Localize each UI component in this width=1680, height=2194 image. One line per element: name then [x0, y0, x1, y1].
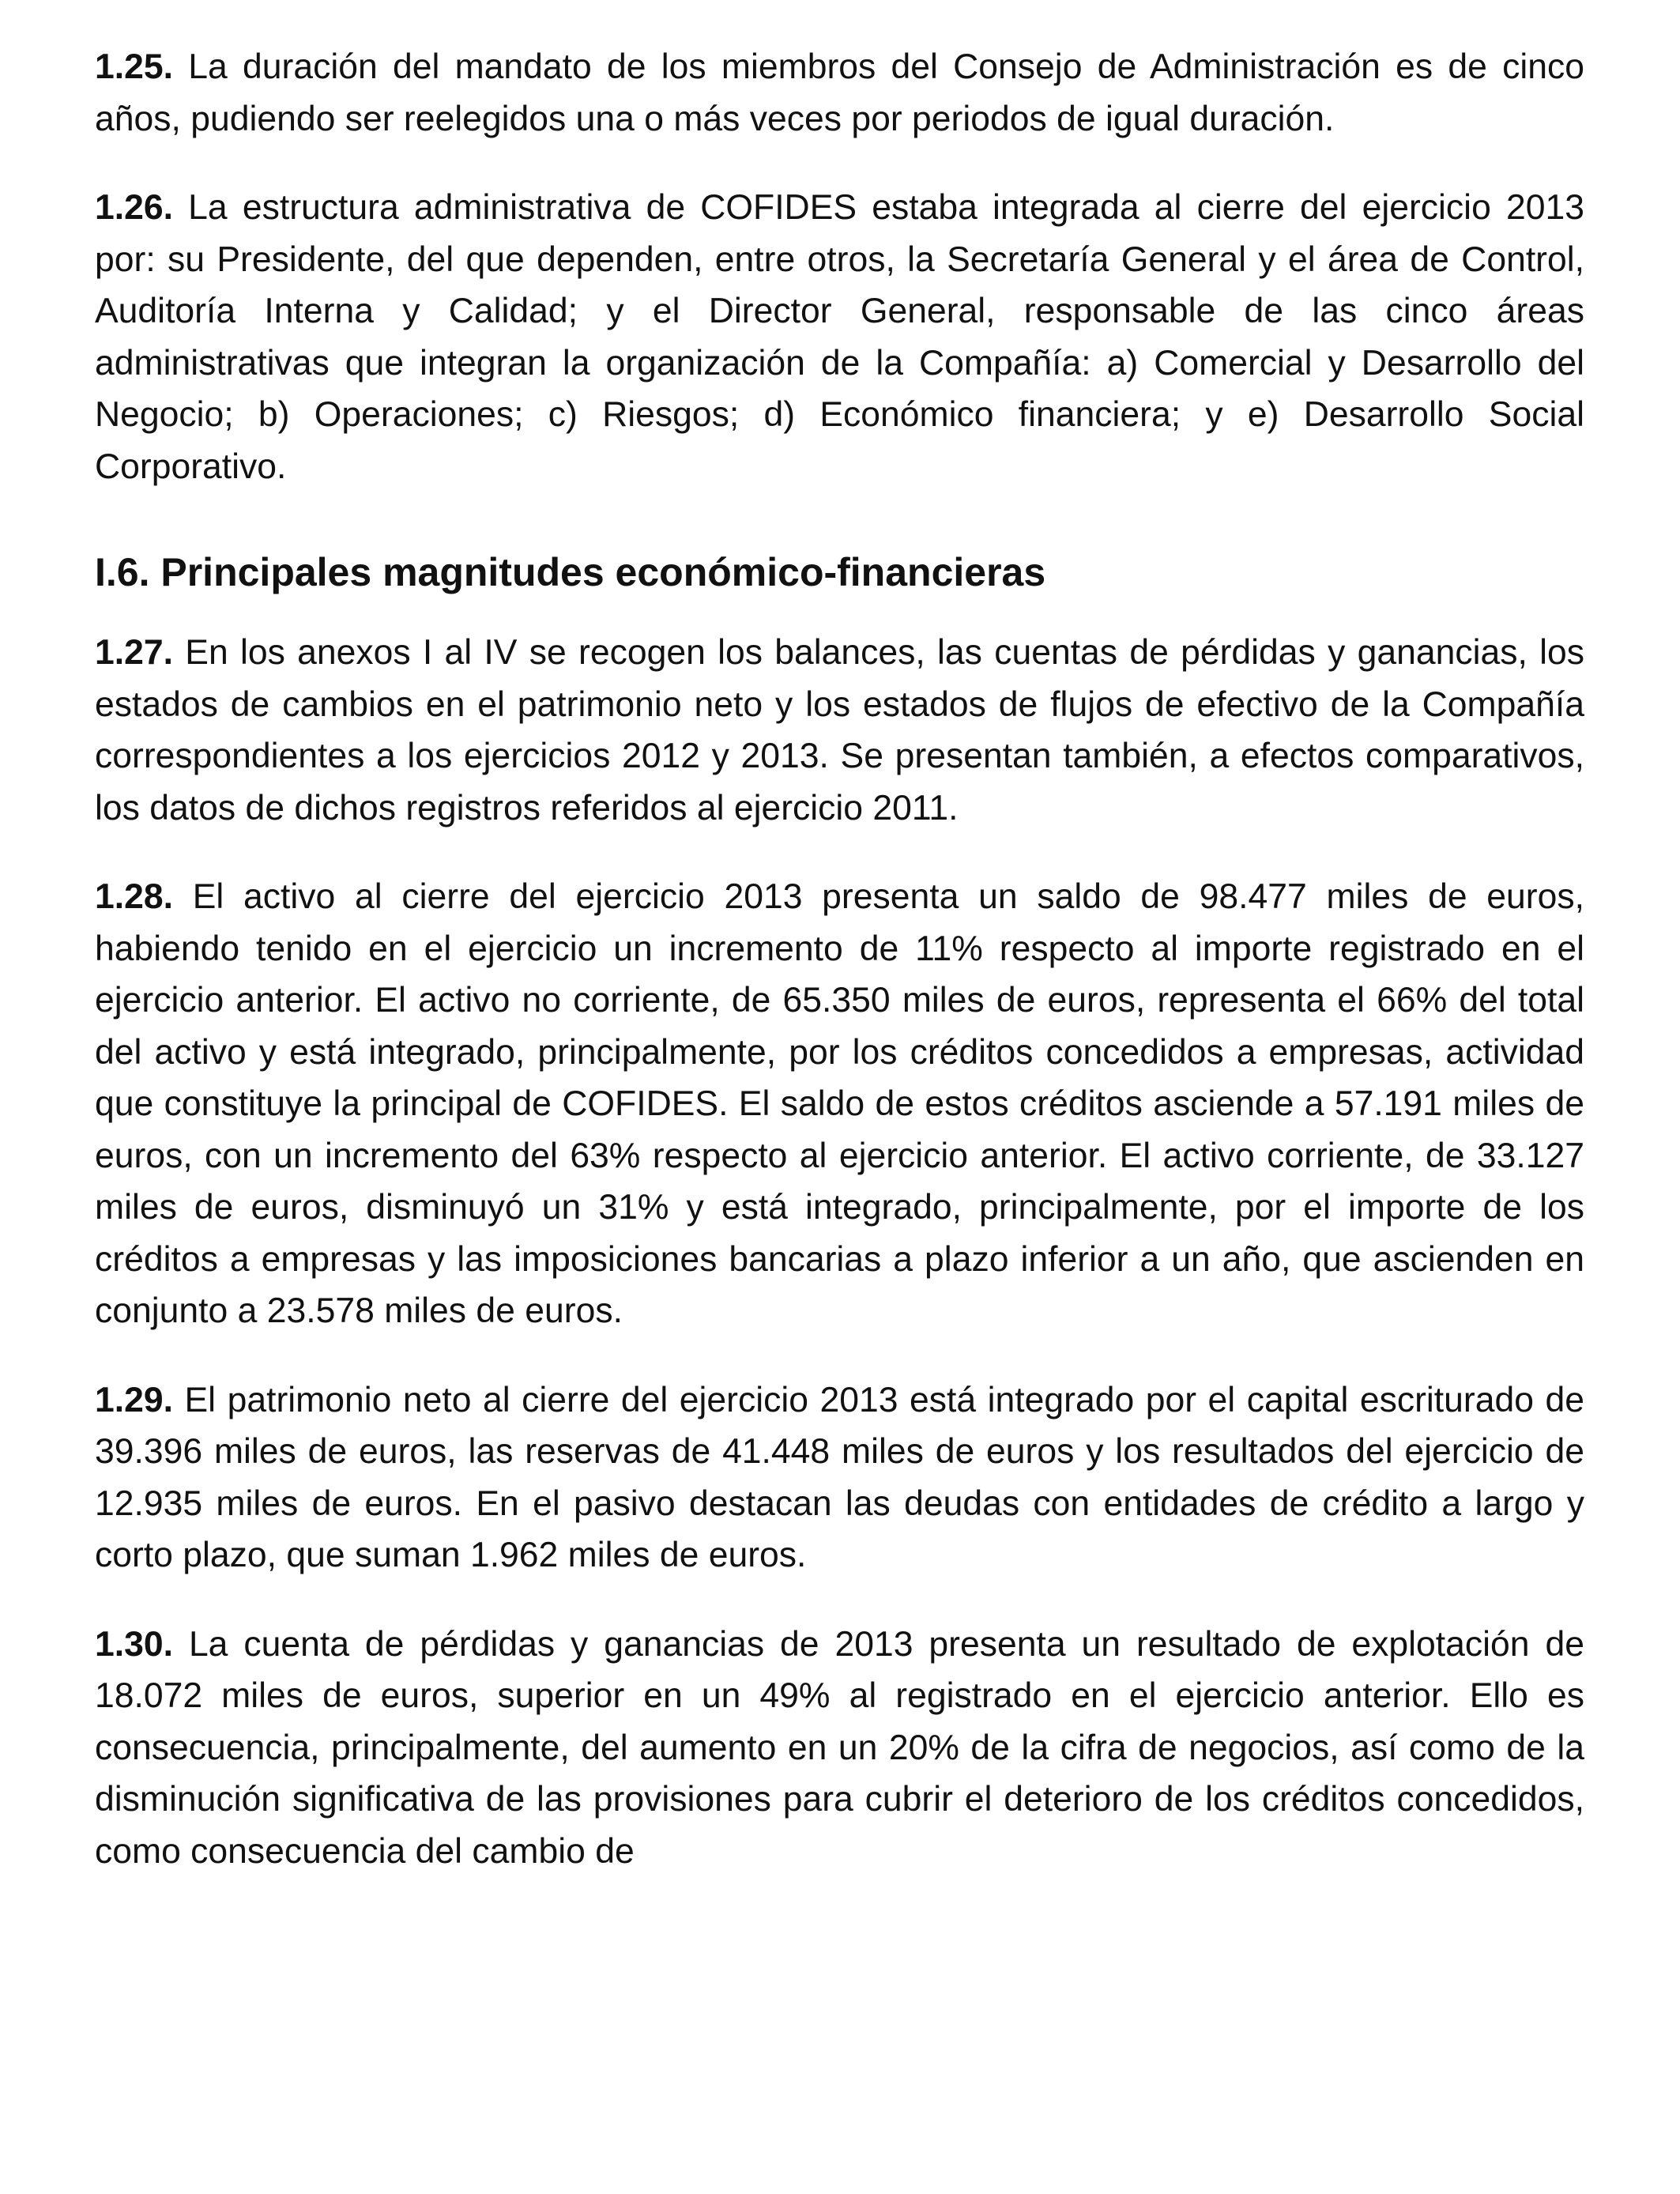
- paragraph-1-30: [95, 1619, 1584, 1878]
- paragraph-1-29: [95, 1374, 1584, 1581]
- paragraph-number: 1.30.: [95, 1624, 173, 1664]
- paragraph-1-26: [95, 182, 1584, 492]
- paragraph-text: La duración del mandato de los miembros del Consejo de Administración es de cinco años, pudiendo ser reelegidos una o más veces por periodos de igual duración.: [95, 47, 1584, 138]
- paragraph-1-28: [95, 871, 1584, 1337]
- paragraph-1-27: [95, 627, 1584, 834]
- paragraph-text: El activo al cierre del ejercicio 2013 presenta un saldo de 98.477 miles de euros, habiendo tenido en el ejercicio un incremento de 11% respecto al importe registrado en el ejercicio anterior. El activo no corriente, de 65.350 miles de euros, representa el 66% del total del activo y está integrado, principalmente, por los créditos concedidos a empresas, actividad que constituye la principal de COFIDES. El saldo de estos créditos asciende a 57.191 miles de euros, con un incremento del 63% respecto al ejercicio anterior. El activo corriente, de 33.127 miles de euros, disminuyó un 31% y está integrado, principalmente, por el importe de los créditos a empresas y las imposiciones bancarias a plazo inferior a un año, que ascienden en conjunto a 23.578 miles de euros.: [95, 877, 1584, 1330]
- paragraph-number: 1.25.: [95, 47, 173, 86]
- paragraph-text: El patrimonio neto al cierre del ejercicio 2013 está integrado por el capital escriturado de 39.396 miles de euros, las reservas de 41.448 miles de euros y los resultados del ejercicio de 12.935 miles de euros. En el pasivo destacan las deudas con entidades de crédito a largo y corto plazo, que suman 1.962 miles de euros.: [95, 1380, 1584, 1574]
- paragraph-number: 1.26.: [95, 188, 173, 227]
- paragraph-number: 1.29.: [95, 1380, 173, 1419]
- paragraph-text: La estructura administrativa de COFIDES estaba integrada al cierre del ejercicio 2013 por: su Presidente, del que dependen, entre otros, la Secretaría General y el área de Control, Auditoría Interna y Calidad; y el Director General, responsable de las cinco áreas administrativas que integran la organización de la Compañía: a) Comercial y Desarrollo del Negocio; b) Operaciones; c) Riesgos; d) Económico financiera; y e) Desarrollo Social Corporativo.: [95, 188, 1584, 486]
- paragraph-1-25: [95, 41, 1584, 145]
- paragraph-text: En los anexos I al IV se recogen los balances, las cuentas de pérdidas y ganancias, los estados de cambios en el patrimonio neto y los estados de flujos de efectivo de la Compañía correspondientes a los ejercicios 2012 y 2013. Se presentan también, a efectos comparativos, los datos de dichos registros referidos al ejercicio 2011.: [95, 633, 1584, 827]
- section-heading: I.6. Principales magnitudes económico-financieras: [95, 550, 1046, 594]
- paragraph-number: 1.28.: [95, 877, 173, 916]
- document-page: [95, 41, 1584, 1877]
- paragraph-number: 1.27.: [95, 633, 173, 672]
- paragraph-text: La cuenta de pérdidas y ganancias de 2013 presenta un resultado de explotación de 18.072 miles de euros, superior en un 49% al registrado en el ejercicio anterior. Ello es consecuencia, principalmente, del aumento en un 20% de la cifra de negocios, así como de la disminución significativa de las provisiones para cubrir el deterioro de los créditos concedidos, como consecuencia del cambio de: [95, 1624, 1584, 1871]
